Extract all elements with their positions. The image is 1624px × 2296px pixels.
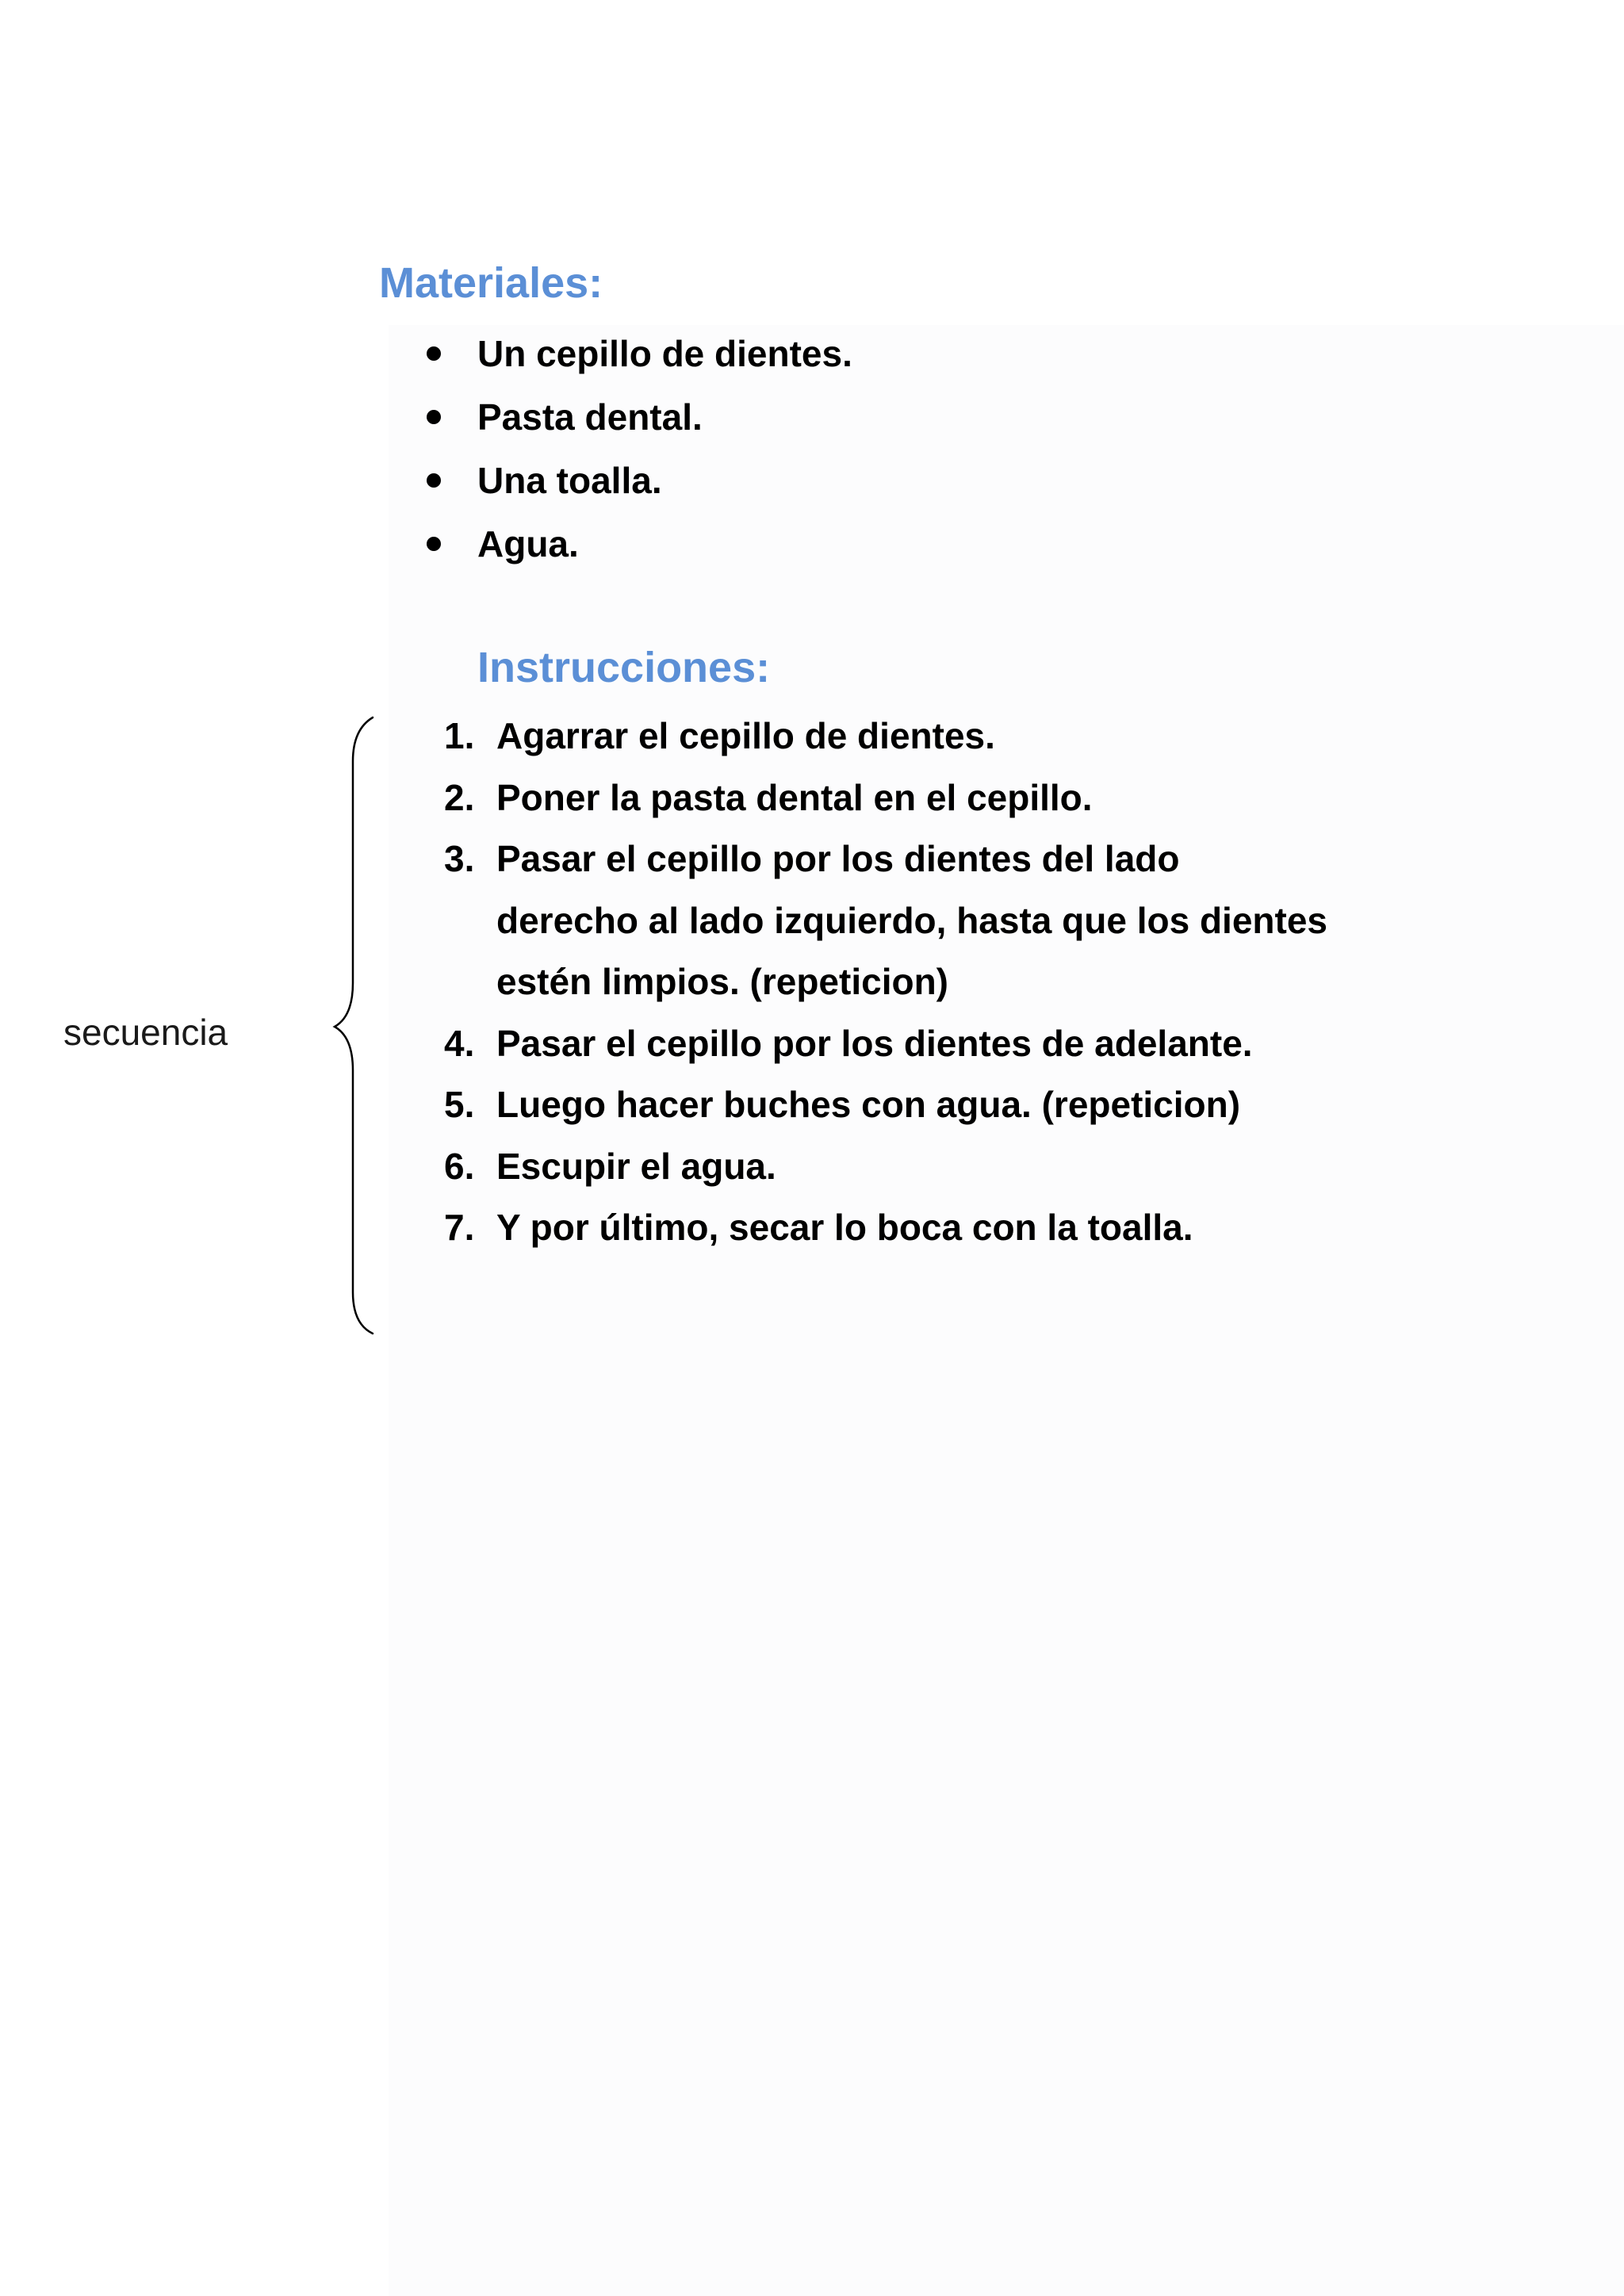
- step-number: 3.: [444, 838, 475, 879]
- step-text: Escupir el agua.: [496, 1145, 776, 1187]
- material-item-text: Pasta dental.: [477, 396, 703, 438]
- step-text: Luego hacer buches con agua. (repeticion): [496, 1084, 1241, 1125]
- step-number: 2.: [444, 776, 475, 818]
- materials-heading: Materiales:: [379, 259, 603, 307]
- material-item-text: Un cepillo de dientes.: [477, 333, 852, 374]
- step-number: 1.: [444, 715, 475, 756]
- step-number: 5.: [444, 1084, 475, 1125]
- step-number: 4.: [444, 1022, 475, 1064]
- material-item-text: Una toalla.: [477, 460, 662, 501]
- step-text: Pasar el cepillo por los dientes de adelante.: [496, 1022, 1253, 1064]
- instructions-heading: Instrucciones:: [477, 644, 771, 691]
- step-text: Agarrar el cepillo de dientes.: [496, 715, 995, 756]
- sequence-annotation-label: secuencia: [63, 1012, 228, 1053]
- step-number: 7.: [444, 1207, 475, 1248]
- step-text: Pasar el cepillo por los dientes del lado derecho al lado izquierdo, hasta que los dientes estén limpios. (repeticion): [496, 838, 1328, 1002]
- step-number: 6.: [444, 1145, 475, 1187]
- material-item-text: Agua.: [477, 523, 579, 564]
- step-text: Poner la pasta dental en el cepillo.: [496, 776, 1093, 818]
- step-text: Y por último, secar lo boca con la toalla.: [496, 1207, 1193, 1248]
